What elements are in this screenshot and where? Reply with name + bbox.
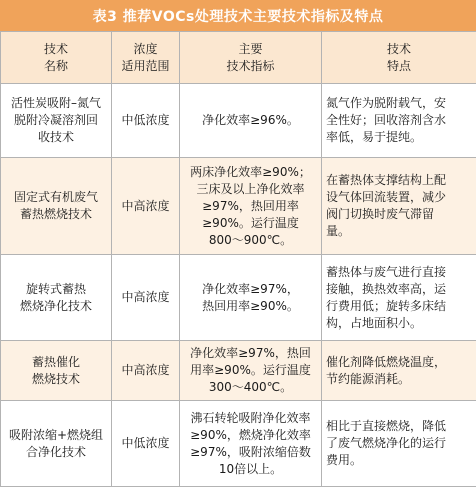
table-title: 表3 推荐VOCs处理技术主要技术指标及特点 (0, 0, 476, 31)
cell-metrics: 沸石转轮吸附净化效率 ≥90%，燃烧净化效率 ≥97%，吸附浓缩倍数 10倍以上。 (180, 401, 322, 487)
table-row (1, 158, 476, 255)
cell-features: 氮气作为脱附载气，安 全性好；回收溶剂含水 率低，易于提纯。 (322, 84, 476, 158)
cell-tech-name: 旋转式蓄热 燃烧净化技术 (1, 255, 112, 341)
cell-features: 在蓄热体支撑结构上配 设气体回流装置，减少 阀门切换时废气滞留 量。 (322, 158, 476, 255)
cell-concentration: 中高浓度 (112, 255, 180, 341)
cell-features: 相比于直接燃烧，降低 了废气燃烧净化的运行 费用。 (322, 401, 476, 487)
table-row (1, 255, 476, 341)
cell-features: 蓄热体与废气进行直接 接触，换热效率高，运 行费用低；旋转多床结 构，占地面积小。 (322, 255, 476, 341)
cell-tech-name: 活性炭吸附–氮气 脱附冷凝溶剂回 收技术 (1, 84, 112, 158)
cell-tech-name: 蓄热催化 燃烧技术 (1, 341, 112, 401)
header-row (1, 32, 476, 84)
header-features: 技术 特点 (322, 32, 476, 84)
cell-concentration: 中高浓度 (112, 341, 180, 401)
cell-features: 催化剂降低燃烧温度， 节约能源消耗。 (322, 341, 476, 401)
cell-metrics: 净化效率≥96%。 (180, 84, 322, 158)
cell-concentration: 中高浓度 (112, 158, 180, 255)
cell-metrics: 两床净化效率≥90%； 三床及以上净化效率 ≥97%，热回用率 ≥90%。运行温度 800～900℃。 (180, 158, 322, 255)
header-concentration: 浓度 适用范围 (112, 32, 180, 84)
cell-concentration: 中低浓度 (112, 401, 180, 487)
cell-tech-name: 吸附浓缩+燃烧组 合净化技术 (1, 401, 112, 487)
cell-concentration: 中低浓度 (112, 84, 180, 158)
cell-tech-name: 固定式有机废气 蓄热燃烧技术 (1, 158, 112, 255)
table-row (1, 341, 476, 401)
voc-tech-table (0, 31, 476, 487)
table-row (1, 401, 476, 487)
cell-metrics: 净化效率≥97%，热回 用率≥90%。运行温度 300～400℃。 (180, 341, 322, 401)
header-tech-name: 技术 名称 (1, 32, 112, 84)
cell-metrics: 净化效率≥97%， 热回用率≥90%。 (180, 255, 322, 341)
header-metrics: 主要 技术指标 (180, 32, 322, 84)
table-row (1, 84, 476, 158)
